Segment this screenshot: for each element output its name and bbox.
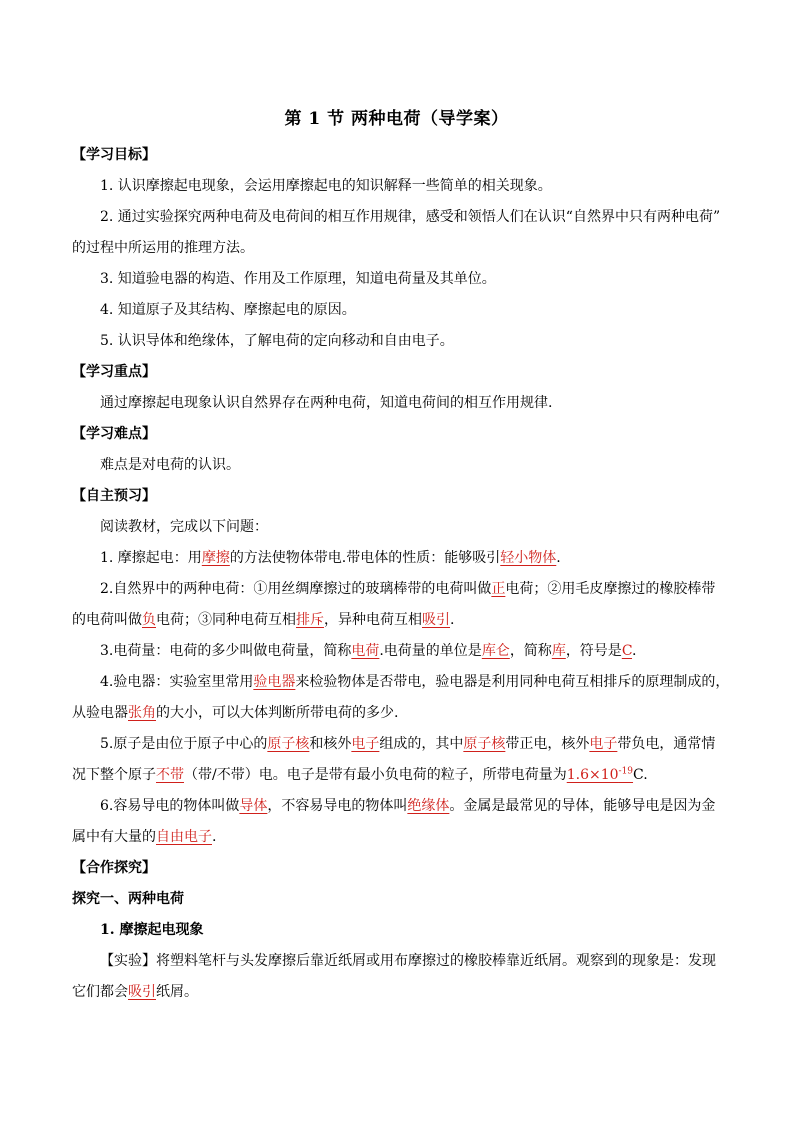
difficulties-heading: 【学习难点】 (72, 426, 156, 442)
cooperation-heading: 【合作探究】 (72, 860, 156, 876)
answer: 电子 (589, 736, 618, 752)
answer: 电子 (351, 736, 380, 752)
answer: 摩擦 (201, 550, 230, 566)
section-heading: 探究一、两种电荷 (72, 891, 184, 907)
key-points-heading: 【学习重点】 (72, 364, 156, 380)
answer: 原子核 (267, 736, 310, 752)
answer: 正 (491, 581, 506, 597)
answer-exponent: -19 (618, 766, 634, 777)
text: . (632, 643, 637, 659)
text: 况下整个原子 (72, 767, 156, 783)
answer: 库 (551, 643, 566, 659)
text: ，简称 (509, 643, 552, 659)
answer-base: 1.6×10 (566, 767, 619, 783)
answer: 原子核 (463, 736, 506, 752)
text: ，符号是 (565, 643, 622, 659)
question-1 (100, 548, 561, 568)
text: 带正电，核外 (505, 736, 590, 752)
text: 和核外 (309, 736, 352, 752)
answer: 自由电子 (156, 829, 212, 845)
answer: 验电器 (253, 674, 296, 690)
objective-item: 5. 认识导体和绝缘体，了解电荷的定向移动和自由电子。 (100, 333, 454, 349)
question-2-line-1 (100, 579, 715, 599)
answer: 绝缘体 (407, 798, 450, 814)
text: . (450, 612, 455, 628)
text: 。金属是最常见的导体，能够导电是因为金 (449, 798, 716, 814)
text: ，不容易导电的物体叫 (267, 798, 408, 814)
text: 带负电，通常情 (617, 736, 716, 752)
objective-item: 4. 知道原子及其结构、摩擦起电的原因。 (100, 302, 356, 318)
text: 2.自然界中的两种电荷：①用丝绸摩擦过的玻璃棒带的电荷叫做 (100, 581, 492, 597)
experiment-line-2 (72, 982, 198, 1002)
text: 它们都会 (72, 984, 128, 1000)
question-5-line-2 (72, 765, 648, 785)
text: 5.原子是由位于原子中心的 (100, 736, 268, 752)
objective-item: 2. 通过实验探究两种电荷及电荷间的相互作用规律，感受和领悟人们在认识“自然界中只有两种电荷” (100, 209, 721, 225)
text: 来检验物体是否带电，验电器是利用同种电荷互相排斥的原理制成的， (295, 674, 730, 690)
answer: 导体 (239, 798, 268, 814)
answer: 负 (142, 612, 156, 628)
answer: 吸引 (128, 984, 156, 1000)
page-title: 第 1 节 两种电荷（导学案） (284, 109, 509, 129)
text: 【实验】将塑料笔杆与头发摩擦后靠近纸屑或用布摩擦过的橡胶棒靠近纸屑。观察到的现象是：发现 (100, 953, 716, 969)
answer: 张角 (128, 705, 156, 721)
difficulties-text: 难点是对电荷的认识。 (100, 457, 240, 473)
subsection-heading: 1. 摩擦起电现象 (100, 922, 204, 938)
text: 属中有大量的 (72, 829, 156, 845)
question-6-line-2 (72, 827, 216, 847)
objectives-heading: 【学习目标】 (72, 147, 156, 163)
objective-item: 3. 知道验电器的构造、作用及工作原理，知道电荷量及其单位。 (100, 271, 496, 287)
text: 电荷；②用毛皮摩擦过的橡胶棒带 (505, 581, 716, 597)
objective-item: 的过程中所运用的推理方法。 (72, 240, 254, 256)
answer: C (621, 643, 633, 659)
preview-heading: 【自主预习】 (72, 488, 156, 504)
question-2-line-2 (72, 610, 454, 630)
experiment-line-1 (100, 951, 716, 971)
text: 3.电荷量：电荷的多少叫做电荷量，简称 (100, 643, 352, 659)
text: 1. 摩擦起电：用 (100, 550, 202, 566)
answer: 轻小物体 (500, 550, 557, 566)
answer (567, 767, 633, 783)
preview-intro: 阅读教材，完成以下问题： (100, 519, 268, 535)
text: 的电荷叫做 (72, 612, 142, 628)
text: 纸屑。 (156, 984, 198, 1000)
text: . (556, 550, 561, 566)
text: （带/不带）电。电子是带有最小负电荷的粒子，所带电荷量为 (184, 767, 567, 783)
answer: 库仑 (481, 643, 510, 659)
text: 从验电器 (72, 705, 128, 721)
answer: 排斥 (296, 612, 324, 628)
text: C. (633, 767, 648, 783)
answer: 吸引 (422, 612, 450, 628)
text: 4.验电器：实验室里常用 (100, 674, 254, 690)
text: 组成的，其中 (379, 736, 464, 752)
text: 的方法使物体带电.带电体的性质：能够吸引 (229, 550, 501, 566)
question-4-line-1 (100, 672, 729, 692)
text: 的大小，可以大体判断所带电荷的多少. (156, 705, 399, 721)
text: ，异种电荷互相 (324, 612, 422, 628)
key-points-text: 通过摩擦起电现象认识自然界存在两种电荷，知道电荷间的相互作用规律. (100, 395, 553, 411)
text: 6.容易导电的物体叫做 (100, 798, 240, 814)
answer: 不带 (156, 767, 184, 783)
question-6-line-1 (100, 796, 715, 816)
text: . (212, 829, 217, 845)
question-5-line-1 (100, 734, 715, 754)
question-4-line-2 (72, 703, 398, 723)
answer: 电荷 (351, 643, 380, 659)
objective-item: 1. 认识摩擦起电现象，会运用摩擦起电的知识解释一些简单的相关现象。 (100, 178, 552, 194)
text: 电荷；③同种电荷互相 (156, 612, 296, 628)
text: .电荷量的单位是 (379, 643, 482, 659)
question-3 (100, 641, 636, 661)
